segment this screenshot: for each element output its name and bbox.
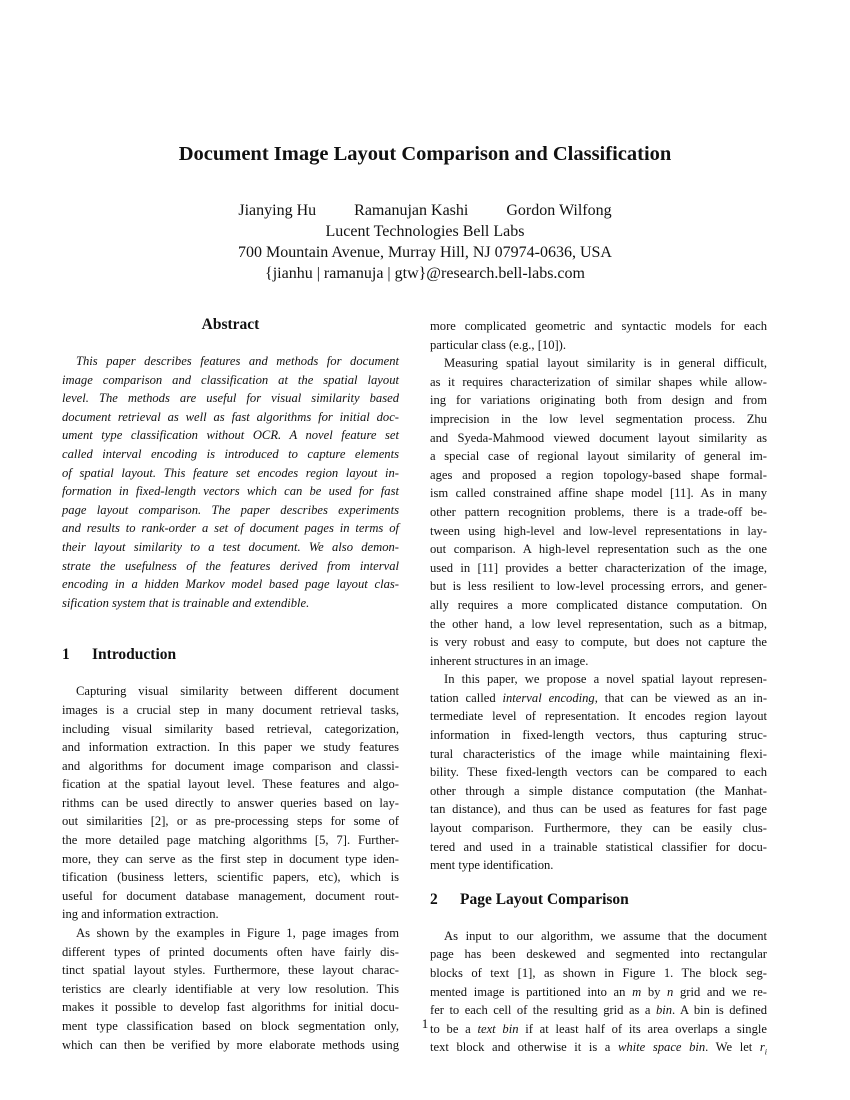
text-line: page layout comparison. The paper describes experiments [62, 502, 399, 517]
math-symbol: r [759, 1040, 765, 1055]
email: {jianhu | ramanuja | gtw}@research.bell-labs.com [265, 265, 585, 282]
abstract-heading: Abstract [201, 316, 260, 333]
text-line: image comparison and classification at the spatial layout [62, 372, 399, 387]
author-name: Jianying Hu [238, 202, 317, 219]
text-line: page has been deskewed and segmented into rectangular [430, 947, 767, 962]
text-line: sification system that is trainable and extendible. [62, 595, 310, 610]
intro-paragraph-2 [62, 924, 399, 1054]
text-line: used in [11] provides a better characterization of the image, [430, 560, 767, 575]
text-fragment: mented image is partitioned into an [430, 984, 633, 999]
text-fragment: to be a [430, 1021, 478, 1036]
text-line: information in fixed-length vectors, thus capturing struc- [430, 728, 767, 743]
text-line: tan distance), and thus can be used as features for fast page [430, 802, 767, 817]
section-number: 2 [430, 890, 438, 908]
author-name: Gordon Wilfong [506, 202, 612, 219]
text-line: is very robust and easy to compute, but does not capture the [430, 635, 767, 650]
text-fragment: . We let [705, 1040, 760, 1055]
text-line: and Syeda-Mahmood viewed document layout similarity as [430, 430, 767, 445]
text-line: In this paper, we propose a novel spatial layout represen- [444, 672, 767, 687]
text-line: other through a simple distance computation (the Manhat- [430, 783, 767, 798]
text-line: rithms can be used directly to answer queries based on lay- [62, 795, 399, 810]
text-line [430, 689, 767, 708]
text-line: and algorithms for document image comparison and classi- [62, 758, 399, 773]
text-line: out similarities [2], or as pre-processing steps for some of [62, 814, 399, 829]
abstract-body [62, 352, 399, 612]
text-line: which can then be verified by more elaborate methods using [62, 1037, 399, 1052]
left-column [62, 316, 399, 1054]
text-line: ally requires a more complicated distance computation. On [430, 597, 767, 612]
author-names [0, 200, 850, 221]
text-line: useful for document database management, document rout- [62, 888, 399, 903]
text-line: ing for variations originating both from design and from [430, 393, 767, 408]
emphasis-term: interval encoding [502, 690, 595, 705]
text-line: layout comparison. Furthermore, they can be easily clus- [430, 821, 767, 836]
text-line: bility. These fixed-length vectors can be compared to each [430, 765, 767, 780]
text-line: This paper describes features and methods for document [76, 354, 399, 368]
text-line: out comparison. A high-level representation such as the one [430, 542, 767, 557]
text-line: document retrieval as well as fast algorithms for initial doc- [62, 409, 399, 424]
text-line: different types of printed documents often have fairly dis- [62, 944, 399, 959]
text-line: more complicated geometric and syntactic models for each [430, 319, 767, 333]
text-line: ages and proposed a region topology-based shape formal- [430, 467, 767, 482]
math-var-r [759, 1040, 767, 1057]
text-fragment: fer to each cell of the resulting grid as a [430, 1003, 656, 1018]
text-line: a special case of regional layout similarity of general im- [430, 449, 767, 464]
text-line: ment type classification based on block segmentation only, [62, 1019, 399, 1033]
author-name: Ramanujan Kashi [354, 202, 469, 219]
text-line: called interval encoding is introduced to capture elements [62, 446, 399, 461]
text-line: As shown by the examples in Figure 1, page images from [76, 926, 399, 941]
intro-paragraph-1 [62, 682, 399, 924]
text-line: makes it possible to develop fast algorithms for initial docu- [62, 1000, 399, 1015]
text-line [430, 983, 767, 1002]
text-line: ument type classification without OCR. A novel feature set [62, 428, 399, 443]
author-block [0, 200, 850, 284]
math-var-n: n [667, 984, 674, 999]
text-line: but is less resilient to low-level processing errors, and gener- [430, 579, 767, 594]
section-title: Page Layout Comparison [460, 890, 629, 908]
emphasis-term: text bin [477, 1021, 519, 1036]
page-number: 1 [421, 1016, 429, 1031]
text-fragment: text block and otherwise it is a [430, 1040, 618, 1055]
text-line: tification (business letters, scientific papers, etc), which is [62, 870, 399, 885]
text-line: tural characteristics of the image while maintaining flexi- [430, 746, 767, 761]
text-line: and results to rank-order a set of document pages in terms of [62, 521, 399, 536]
text-line: termediate level of representation. It encodes region layout [430, 709, 767, 724]
text-fragment: by [641, 984, 668, 999]
text-line: of spatial layout. This feature set encodes region layout in- [62, 465, 399, 480]
right-column [430, 317, 767, 1057]
interval-encoding-paragraph [430, 670, 767, 875]
text-line: tered and used in a trainable statistical classifier for docu- [430, 839, 767, 854]
section-heading-introduction [62, 646, 399, 668]
section-title: Introduction [92, 646, 177, 664]
text-line: Measuring spatial layout similarity is in general difficult, [444, 356, 767, 371]
text-fragment: . A bin is defined [672, 1003, 767, 1018]
text-line [430, 1038, 767, 1057]
emphasis-term: white space bin [617, 1040, 706, 1055]
text-line: formation in fixed-length vectors which can be used for fast [62, 484, 399, 499]
text-line: as it requires characterization of similar shapes while allow- [430, 374, 767, 389]
text-line: imprecision in the low level segmentation process. Zhu [430, 411, 767, 426]
section2-paragraph [430, 927, 767, 1057]
section-heading-page-layout-comparison [430, 891, 767, 913]
continued-paragraph [430, 317, 767, 354]
text-line: the more detailed page matching algorithms [5, 7]. Further- [62, 833, 399, 848]
paper-title: Document Image Layout Comparison and Classification [178, 143, 672, 165]
text-line: including visual similarity based retrieval, categorization, [62, 721, 399, 736]
affiliation: Lucent Technologies Bell Labs [325, 223, 525, 240]
text-line: level. The methods are useful for visual similarity based [62, 391, 399, 406]
text-line: other pattern recognition problems, there is a trade-off be- [430, 504, 767, 519]
text-fragment: tation called [430, 690, 503, 705]
text-fragment: if at least half of its area overlaps a single [518, 1021, 767, 1036]
text-line: encoding in a hidden Markov model based page layout clas- [62, 577, 399, 592]
text-line: and information extraction. In this paper we study features [62, 740, 399, 755]
text-line: As input to our algorithm, we assume that the document [444, 928, 767, 943]
emphasis-term: bin [655, 1003, 673, 1018]
text-fragment: , that can be viewed as an in- [594, 690, 768, 705]
text-line: the other hand, a low level representation, such as a bitmap, [430, 616, 767, 631]
section-number: 1 [62, 646, 70, 664]
text-line: tween using high-level and low-level representations in lay- [430, 523, 767, 538]
text-line: ing and information extraction. [62, 907, 219, 922]
text-line: fication at the spatial layout level. These features and algo- [62, 777, 399, 792]
text-line: tinct spatial layout styles. Furthermore, these layout charac- [62, 963, 399, 978]
text-line: more, they can serve as the first step in document type iden- [62, 851, 399, 866]
math-subscript: i [764, 1047, 767, 1057]
text-line: Capturing visual similarity between different document [76, 684, 399, 699]
text-line: their layout similarity to a test document. We also demon- [62, 539, 399, 554]
text-fragment: grid and we re- [673, 984, 768, 999]
text-line: particular class (e.g., [10]). [430, 337, 567, 352]
text-line: teristics are clearly identifiable at very low resolution. This [62, 981, 399, 996]
text-line: strate the usefulness of the features derived from interval [62, 558, 399, 573]
text-line: inherent structures in an image. [430, 653, 589, 668]
text-line: ism called constrained affine shape model [11]. As in many [430, 486, 767, 501]
text-line: ment type identification. [430, 858, 554, 873]
math-var-m: m [632, 984, 642, 999]
layout-similarity-paragraph [430, 354, 767, 670]
text-line: blocks of text [1], as shown in Figure 1. The block seg- [430, 966, 767, 980]
text-line: images is a crucial step in many document retrieval tasks, [62, 702, 399, 717]
address: 700 Mountain Avenue, Murray Hill, NJ 07974-0636, USA [238, 244, 612, 261]
